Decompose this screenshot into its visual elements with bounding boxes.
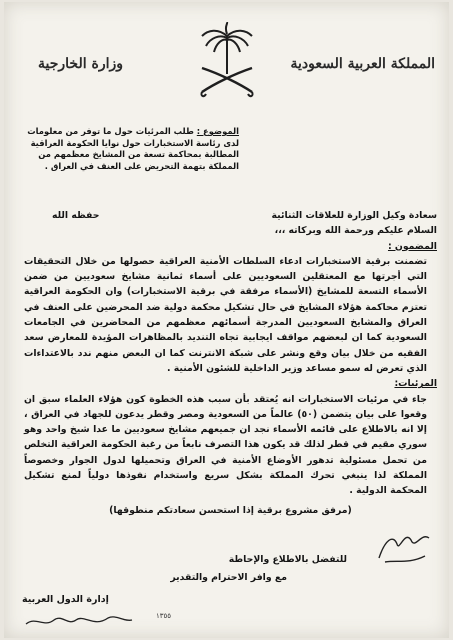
views-paragraph: جاء في مرئيات الاستخبارات انه يُعتقد بأن سبب هذه الخطوة كون هؤلاء العلماء سبق ان وقعوا على بيان يتضمن (٥٠) عالماً من السعودية ومصر وقطر يدعون للجهاد في العراق ، إلا انه بالاطلاع على قائمه الأسماء نجد ان جميعهم مشايخ سعوديين ما عدا شيخ واحد وهو سوري مقيم في قطر لذلك قد يكون هذا التصرف نابعاً من رغبة الحكومة العراقية التخلص من تحمل مسئولية تدهور الأوضاع الأمنية في العراق وتحميلها لدول الجوار وخصوصاً المملكة لذا ينبغي تحرك المملكة بشكل سريع واستخدام نفوذها دولياً لمنع تشكيل المحكمة الدولية . [24, 393, 427, 497]
greeting: السلام عليكم ورحمة الله وبركاته ،،، [274, 225, 437, 237]
closing-block [97, 551, 347, 587]
addressee: سعادة وكيل الوزارة للعلاقات الثنائية [271, 210, 437, 221]
content-heading: المضمون : [387, 240, 437, 252]
honorific: حفظه الله [52, 210, 100, 221]
palm-swords-emblem-icon [196, 22, 258, 100]
attachment-note: (مرفق مشروع برقية إذا استحسن سعادتكم منطوقها) [109, 504, 352, 516]
department-name: إدارة الدول العربية [22, 594, 109, 605]
content-paragraph: تضمنت برقية الاستخبارات ادعاء السلطات الأمنية العراقية حصولها من خلال التحقيقات التي أجرتها مع المعتقلين السعوديين على أسماء ثمانية مشايخ سعوديين من ضمن الأسماء التسعة للمشايخ (الأسماء مرفقة في برقية الاستخبارات) وان الحكومة العراقية تعتزم محاكمة هؤلاء المشايخ في حال تشكيل محكمة دولية ضد المحرضين على العنف في العراق والمشايخ السعوديين المدرجة أسمائهم معظمهم من المحاضرين في الجامعات السعودية كما ان لبعضهم مواقف ايجابية تجاه التنديد بالمظاهرات المؤيدة للمعارض سعد الفقيه من خلال بيان وقع ونشر على شبكة الانترنت كما ان البعض منهم ندد بالاعتداءات الذي تعرض له سمو مساعد وزير الداخلية للشئون الأمنية . [24, 255, 427, 374]
handwritten-signature-right [375, 520, 435, 570]
letter-body [24, 208, 437, 518]
subject-text: طلب المرئيات حول ما توفر من معلومات لدى رئاسة الاستخبارات حول نوايا الحكومة العراقية المطالبة بمحاكمة تسعة من المشايخ معظمهم من المملكة بتهمة التحريض على العنف في العراق . [27, 126, 239, 171]
subject-label: الموضوع : [196, 126, 239, 136]
reference-number: ١٣٥٥ [156, 612, 172, 620]
kingdom-calligraphy-logo: المملكة العربية السعودية [290, 56, 435, 72]
handwritten-signature-left [24, 608, 134, 632]
closing-line-2: مع وافر الاحترام والتقدير [170, 572, 287, 583]
views-heading: المرئيات: [394, 378, 437, 390]
closing-line-1: للتفضل بالاطلاع والإحاطة [228, 554, 347, 565]
ministry-calligraphy-logo: وزارة الخارجية [38, 56, 123, 72]
subject-block [14, 126, 239, 172]
